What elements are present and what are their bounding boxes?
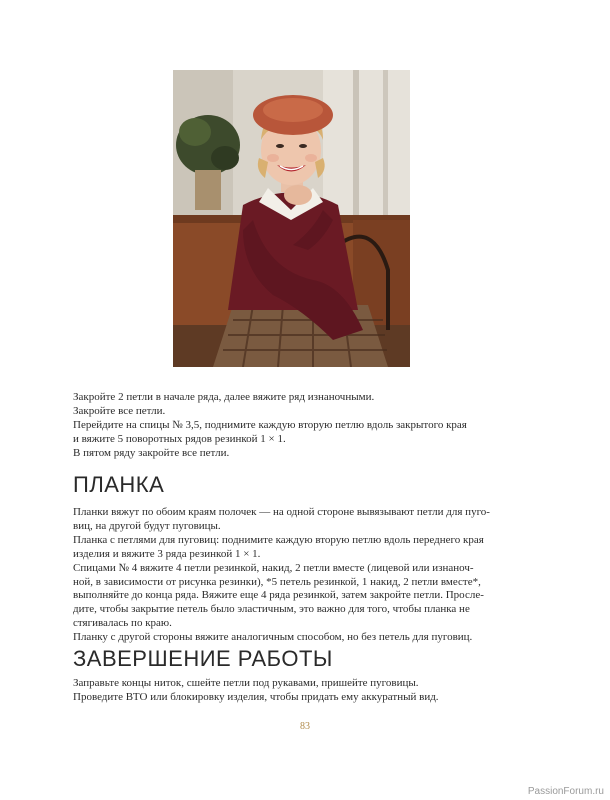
planka-line: ной, в зависимости от рисунка резинки), *5 петель резинкой, 1 накид, 2 петли вместе*, xyxy=(73,575,481,588)
planka-line: изделия и вяжите 3 ряда резинкой 1 × 1. xyxy=(73,547,261,560)
intro-line: В пятом ряду закройте все петли. xyxy=(73,446,230,459)
section-heading-planka: ПЛАНКА xyxy=(73,472,165,497)
planka-line: Планки вяжут по обоим краям полочек — на одной стороне вывязывают петли для пуго- xyxy=(73,506,490,518)
watermark: PassionForum.ru xyxy=(527,786,604,797)
model-photo xyxy=(173,70,410,367)
section-heading-finish: ЗАВЕРШЕНИЕ РАБОТЫ xyxy=(73,646,333,671)
planka-text xyxy=(73,506,543,645)
planka-line: дите, чтобы закрытие петель было эластичным, это важно для того, чтобы планка не xyxy=(73,603,470,616)
finish-line: Заправьте концы ниток, сшейте петли под рукавами, пришейте пуговицы. xyxy=(73,677,419,689)
intro-line: Закройте 2 петли в начале ряда, далее вяжите ряд изнаночными. xyxy=(73,391,375,403)
intro-line: и вяжите 5 поворотных рядов резинкой 1 × 1. xyxy=(73,432,286,445)
planka-line: стягивалась по краю. xyxy=(73,617,172,630)
planka-line: Спицами № 4 вяжите 4 петли резинкой, накид, 2 петли вместе (лицевой или изнаноч- xyxy=(73,561,474,574)
finish-line: Проведите ВТО или блокировку изделия, чтобы придать ему аккуратный вид. xyxy=(73,690,439,703)
planka-line: выполняйте до конца ряда. Вяжите еще 4 ряда резинкой, затем закройте петли. Просле- xyxy=(73,589,484,602)
planka-line: Планку с другой стороны вяжите аналогичным способом, но без петель для пуговиц. xyxy=(73,631,473,644)
page-number: 83 xyxy=(300,721,310,732)
planka-line: Планка с петлями для пуговиц: поднимите каждую вторую петлю вдоль переднего края xyxy=(73,533,484,546)
intro-text xyxy=(73,391,543,461)
intro-line: Перейдите на спицы № 3,5, поднимите каждую вторую петлю вдоль закрытого края xyxy=(73,418,467,431)
planka-line: виц, на другой будут пуговицы. xyxy=(73,519,221,532)
finish-text xyxy=(73,677,543,705)
intro-line: Закройте все петли. xyxy=(73,404,166,417)
photo-illustration xyxy=(173,70,410,367)
